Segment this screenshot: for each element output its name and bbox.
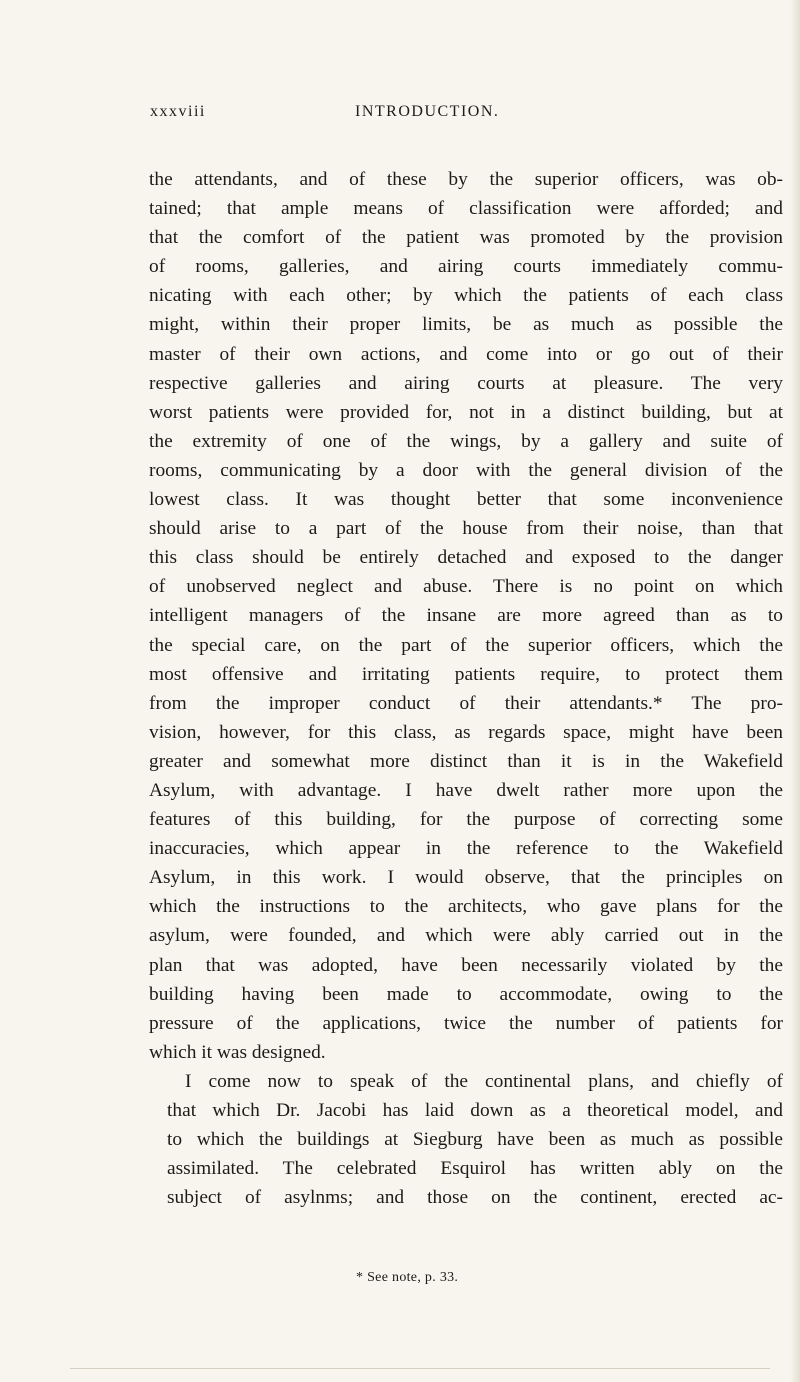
- text-line: intelligent managers of the insane are more agreed than as to: [149, 605, 783, 627]
- text-line: greater and somewhat more distinct than it is in the Wakefield: [149, 750, 783, 772]
- page-edge-shadow: [790, 0, 800, 1382]
- text-line: subject of asylnms; and those on the continent, erected ac-: [167, 1187, 783, 1209]
- text-line: of unobserved neglect and abuse. There is no point on which: [149, 576, 783, 598]
- text-line: master of their own actions, and come into or go out of their: [149, 343, 783, 365]
- text-line: lowest class. It was thought better that some inconvenience: [149, 489, 783, 511]
- text-line: vision, however, for this class, as regards space, might have been: [149, 721, 783, 743]
- page-number: xxxviii: [150, 103, 206, 120]
- page-header: [150, 103, 650, 129]
- text-line: inaccuracies, which appear in the reference to the Wakefield: [149, 838, 783, 860]
- text-line: should arise to a part of the house from their noise, than that: [149, 518, 783, 540]
- body-text: [149, 165, 783, 1212]
- text-line: features of this building, for the purpose of correcting some: [149, 809, 783, 831]
- paragraph-1: [149, 165, 783, 1067]
- text-line: to which the buildings at Siegburg have been as much as possible: [167, 1129, 783, 1151]
- text-line: might, within their proper limits, be as much as possible the: [149, 314, 783, 336]
- text-line: worst patients were provided for, not in a distinct building, but at: [149, 401, 783, 423]
- text-line: Asylum, with advantage. I have dwelt rather more upon the: [149, 779, 783, 801]
- text-line: that the comfort of the patient was promoted by the provision: [149, 227, 783, 249]
- text-line: the special care, on the part of the superior officers, which the: [149, 634, 783, 656]
- text-line: nicating with each other; by which the patients of each class: [149, 285, 783, 307]
- text-line: of rooms, galleries, and airing courts immediately commu-: [149, 256, 783, 278]
- text-line: from the improper conduct of their attendants.* The pro-: [149, 692, 783, 714]
- text-line: asylum, were founded, and which were ably carried out in the: [149, 925, 783, 947]
- text-line: building having been made to accommodate, owing to the: [149, 983, 783, 1005]
- footnote: * See note, p. 33.: [356, 1270, 459, 1285]
- text-line: tained; that ample means of classification were afforded; and: [149, 198, 783, 220]
- scan-edge-line: [70, 1368, 770, 1369]
- text-line: which it was designed.: [149, 1041, 326, 1063]
- text-line: pressure of the applications, twice the number of patients for: [149, 1012, 783, 1034]
- text-line: plan that was adopted, have been necessarily violated by the: [149, 954, 783, 976]
- text-line: most offensive and irritating patients require, to protect them: [149, 663, 783, 685]
- running-title: INTRODUCTION.: [355, 103, 500, 120]
- text-line: the extremity of one of the wings, by a gallery and suite of: [149, 430, 783, 452]
- text-line: this class should be entirely detached and exposed to the danger: [149, 547, 783, 569]
- text-line: rooms, communicating by a door with the general division of the: [149, 459, 783, 481]
- text-line: respective galleries and airing courts at pleasure. The very: [149, 372, 783, 394]
- text-line: which the instructions to the architects, who gave plans for the: [149, 896, 783, 918]
- text-line: Asylum, in this work. I would observe, that the principles on: [149, 867, 783, 889]
- text-line: I come now to speak of the continental plans, and chiefly of: [185, 1070, 783, 1092]
- paragraph-2: [149, 1067, 783, 1212]
- text-line: the attendants, and of these by the superior officers, was ob-: [149, 169, 783, 190]
- text-line: assimilated. The celebrated Esquirol has written ably on the: [167, 1158, 783, 1180]
- text-line: that which Dr. Jacobi has laid down as a theoretical model, and: [167, 1100, 783, 1121]
